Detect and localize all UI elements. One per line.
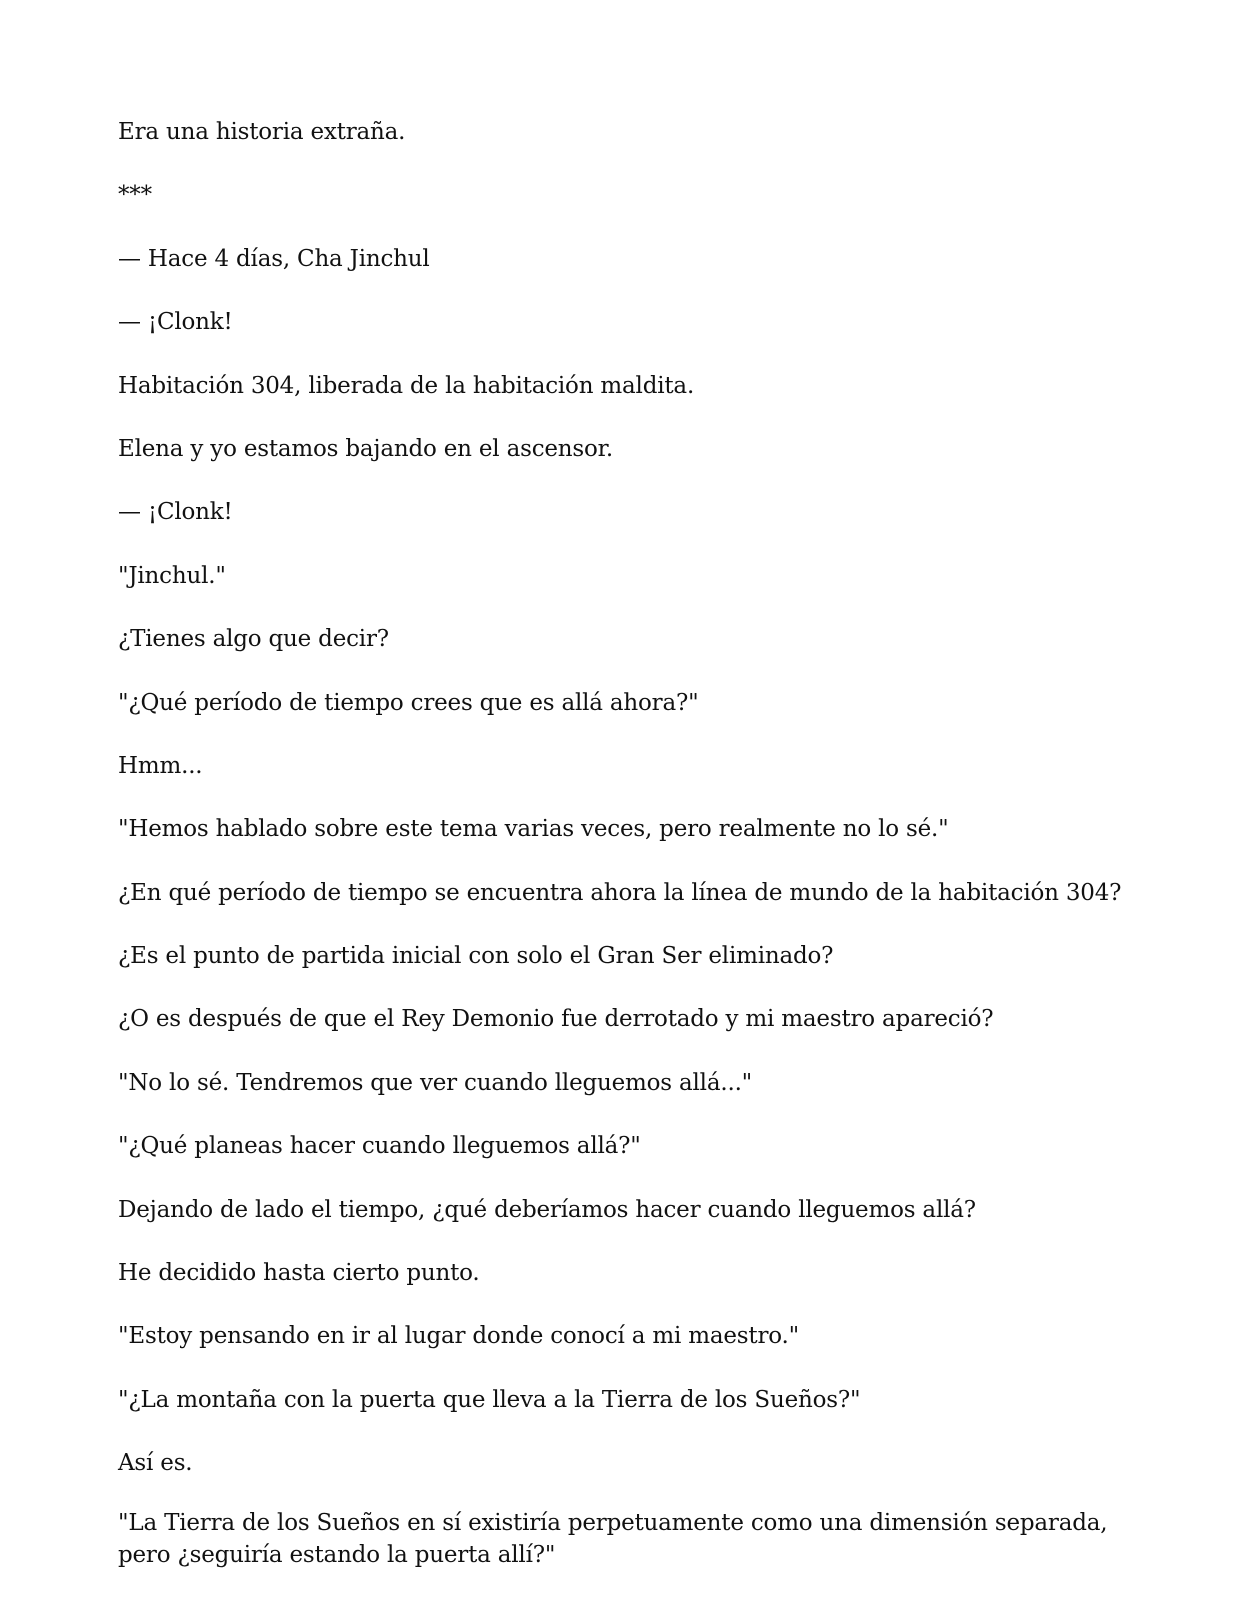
paragraph: — Hace 4 días, Cha Jinchul [118,245,430,272]
paragraph: "Estoy pensando en ir al lugar donde conocí a mi maestro." [118,1323,799,1350]
paragraph: ¿Tienes algo que decir? [118,626,389,653]
paragraph: "¿Qué planeas hacer cuando lleguemos allá?" [118,1133,641,1160]
paragraph: Hmm... [118,752,203,779]
paragraph: "¿Qué período de tiempo crees que es allá ahora?" [118,689,699,716]
paragraph: Elena y yo estamos bajando en el ascensor. [118,435,614,462]
paragraph: Habitación 304, liberada de la habitación maldita. [118,372,695,399]
paragraph: Así es. [118,1450,193,1477]
paragraph: ¿Es el punto de partida inicial con solo el Gran Ser eliminado? [118,943,834,970]
paragraph: "No lo sé. Tendremos que ver cuando lleguemos allá..." [118,1069,753,1096]
paragraph: "¿La montaña con la puerta que lleva a la Tierra de los Sueños?" [118,1386,861,1413]
paragraph: ¿O es después de que el Rey Demonio fue derrotado y mi maestro apareció? [118,1006,994,1033]
paragraph: ¿En qué período de tiempo se encuentra ahora la línea de mundo de la habitación 304? [118,879,1122,906]
paragraph: Era una historia extraña. [118,119,406,145]
paragraph: "La Tierra de los Sueños en sí existiría perpetuamente como una dimensión separada, pero ¿seguiría estando la puerta allí?" [118,1509,1108,1568]
paragraph: — ¡Clonk! [118,499,233,526]
paragraph: "Jinchul." [118,562,226,589]
scene-break: *** [118,182,152,209]
paragraph: Dejando de lado el tiempo, ¿qué deberíamos hacer cuando lleguemos allá? [118,1196,976,1223]
paragraph: — ¡Clonk! [118,309,233,336]
paragraph: "Hemos hablado sobre este tema varias veces, pero realmente no lo sé." [118,816,949,843]
document-body [118,112,1128,1594]
paragraph: He decidido hasta cierto punto. [118,1260,480,1287]
